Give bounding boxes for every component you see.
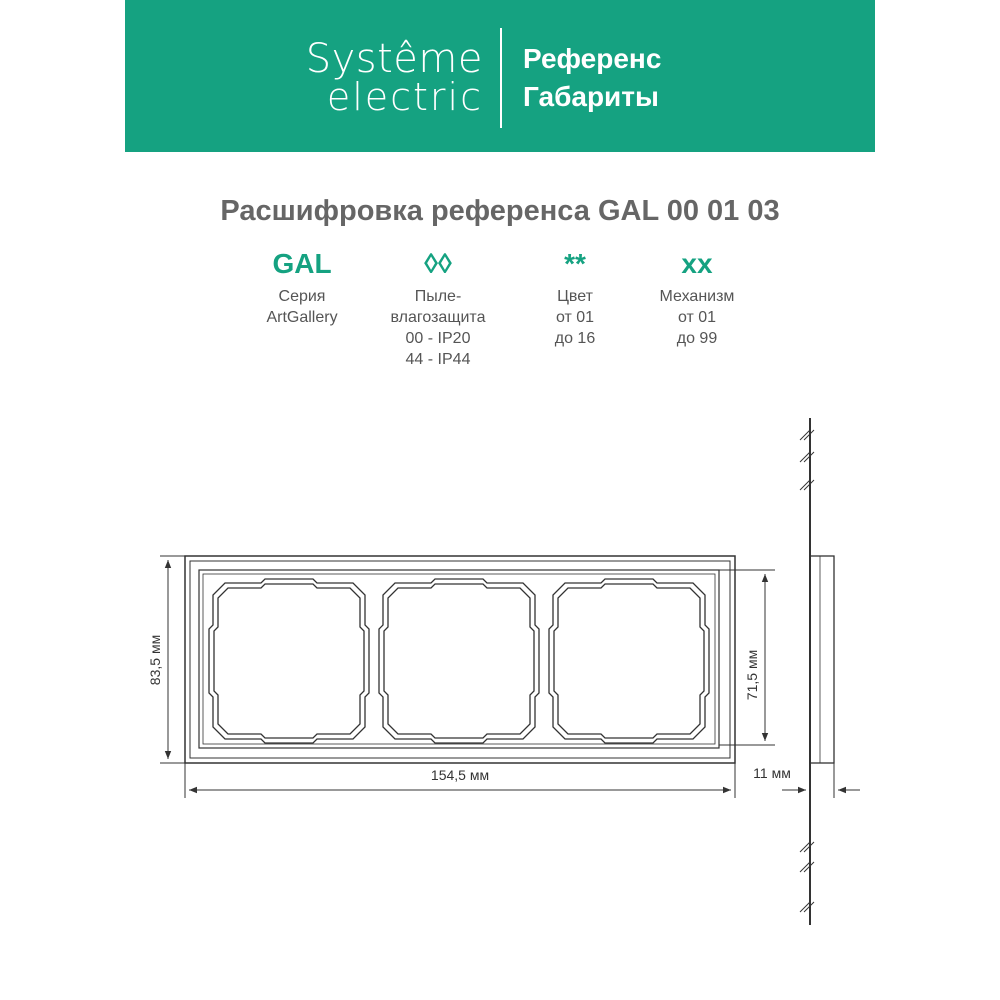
desc-line: Механизм: [659, 288, 735, 305]
ref-subtitle: Габариты: [523, 81, 659, 112]
code-symbol: ◊◊: [424, 248, 452, 279]
dim-label-height-outer: 83,5 мм: [147, 634, 163, 686]
brand-name: Systême: [305, 36, 483, 82]
dim-height-outer: [147, 556, 185, 763]
socket-left: [209, 579, 369, 743]
desc-line: влагозащита: [390, 309, 486, 326]
desc-line: от 01: [555, 309, 595, 326]
dim-label-width: 154,5 мм: [430, 767, 490, 783]
desc-line: Серия: [278, 288, 326, 305]
desc-line: ArtGallery: [266, 309, 338, 326]
socket-middle: [379, 579, 539, 743]
desc-line: до 99: [676, 330, 718, 347]
desc-line: Цвет: [557, 288, 593, 305]
desc-line: 00 - IP20: [405, 330, 471, 347]
dim-label-height-inner: 71,5 мм: [744, 649, 760, 701]
desc-line: 44 - IP44: [405, 351, 471, 368]
frame-front-view: [185, 556, 735, 763]
socket-right: [549, 579, 709, 743]
desc-line: от 01: [677, 309, 717, 326]
code-symbol: GAL: [272, 248, 332, 279]
desc-line: до 16: [554, 330, 596, 347]
brand-subname: electric: [326, 75, 483, 119]
code-symbol: **: [564, 248, 586, 279]
dim-label-depth: 11 мм: [753, 765, 791, 781]
dim-width: [185, 763, 735, 798]
frame-side-view: [753, 418, 860, 925]
code-symbol: xx: [681, 248, 713, 279]
page-title: Расшифровка референса GAL 00 01 03: [220, 195, 780, 227]
dim-height-inner: [719, 570, 775, 745]
ref-title: Референс: [523, 43, 662, 74]
desc-line: Пыле-: [414, 288, 462, 305]
